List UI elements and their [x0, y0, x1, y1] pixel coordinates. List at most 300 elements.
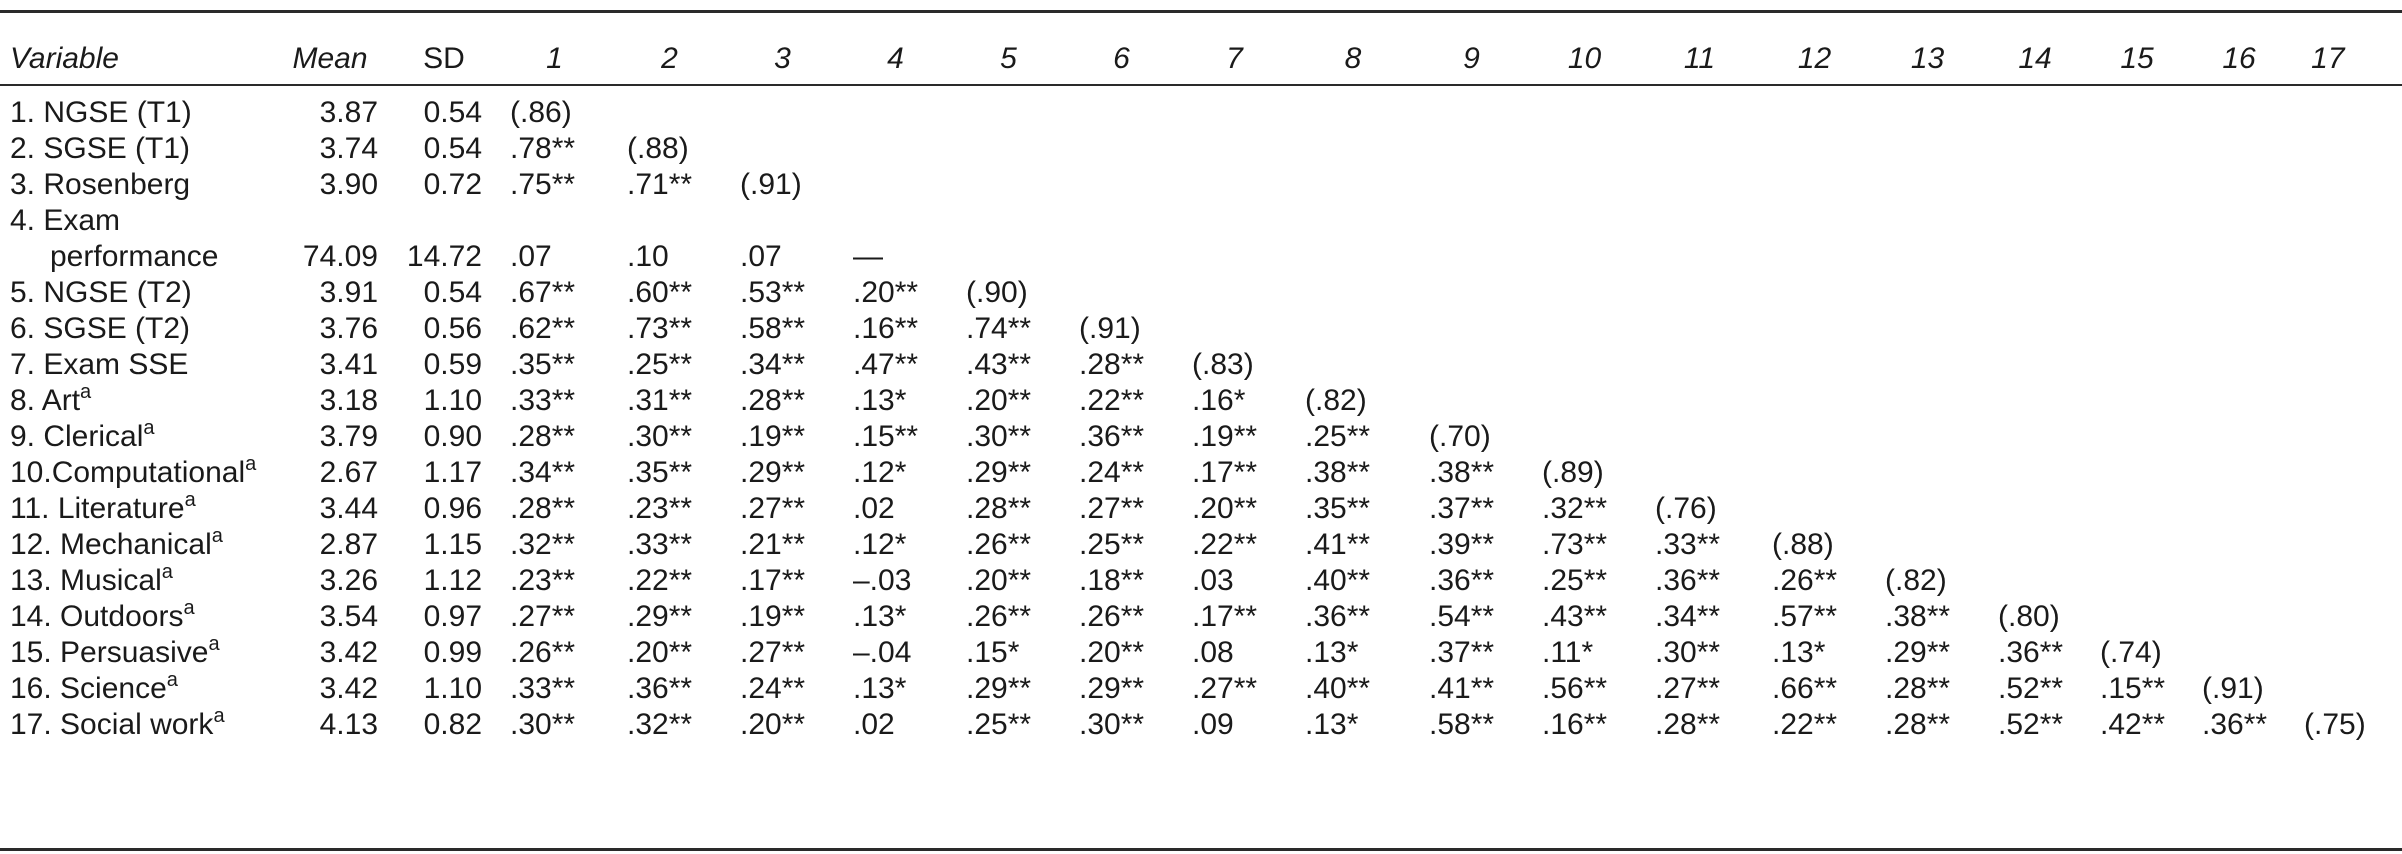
- correlation-cell: .30**: [510, 708, 576, 741]
- correlation-cell: .17**: [1192, 600, 1258, 633]
- correlation-cell: .11*: [1542, 636, 1594, 669]
- row-variable-label: [10, 563, 268, 599]
- table-row: [10, 131, 2366, 167]
- variable-name: 13. Musical: [10, 564, 162, 597]
- empty-cell: [2290, 203, 2366, 239]
- empty-cell: [2290, 383, 2366, 419]
- empty-cell: [1984, 419, 2086, 455]
- correlation-cell: .23**: [510, 564, 576, 597]
- empty-cell: [2086, 203, 2188, 239]
- empty-cell: [839, 131, 952, 167]
- header-col-2: 2: [661, 42, 678, 75]
- correlation-cell: (.75): [2304, 708, 2366, 741]
- header-col-17: 17: [2311, 42, 2345, 75]
- empty-cell: [2188, 383, 2290, 419]
- correlation-cell: .26**: [966, 600, 1032, 633]
- empty-cell: [1871, 347, 1984, 383]
- empty-cell: [1415, 275, 1528, 311]
- correlation-cell: .28**: [1885, 708, 1951, 741]
- empty-cell: [1641, 167, 1758, 203]
- empty-cell: [1641, 239, 1758, 275]
- empty-cell: [2290, 635, 2366, 671]
- empty-cell: [726, 77, 839, 131]
- correlation-cell: .33**: [510, 384, 576, 417]
- correlation-cell: .38**: [1305, 456, 1371, 489]
- table-row: [10, 383, 2366, 419]
- sd-value: 1.10: [423, 384, 482, 417]
- correlation-cell: .74**: [966, 312, 1032, 345]
- correlation-cell: .35**: [1305, 492, 1371, 525]
- empty-cell: [2086, 311, 2188, 347]
- empty-cell: [2188, 599, 2290, 635]
- table-row: [10, 347, 2366, 383]
- empty-cell: [2086, 131, 2188, 167]
- correlation-cell: .28**: [510, 492, 576, 525]
- correlation-cell: .27**: [510, 600, 576, 633]
- empty-cell: [2188, 275, 2290, 311]
- header-row: [10, 17, 2366, 77]
- correlation-cell: .25**: [1079, 528, 1145, 561]
- correlation-cell: .18**: [1079, 564, 1145, 597]
- correlation-cell: .32**: [510, 528, 576, 561]
- correlation-cell: .02: [853, 708, 895, 741]
- correlation-cell: .28**: [740, 384, 806, 417]
- empty-cell: [952, 131, 1065, 167]
- mean-value: 3.42: [319, 672, 378, 705]
- correlation-cell: .20**: [853, 276, 919, 309]
- empty-cell: [1641, 131, 1758, 167]
- empty-cell: [613, 203, 726, 239]
- correlation-cell: (.88): [627, 132, 689, 165]
- correlation-cell: (.82): [1885, 564, 1947, 597]
- correlation-cell: .12*: [853, 456, 907, 489]
- mean-value: 3.54: [319, 600, 378, 633]
- empty-cell: [1415, 77, 1528, 131]
- empty-cell: [1984, 491, 2086, 527]
- empty-cell: [496, 203, 613, 239]
- correlation-cell: .33**: [1655, 528, 1721, 561]
- empty-cell: [1528, 167, 1641, 203]
- empty-cell: [839, 77, 952, 131]
- empty-cell: [2188, 311, 2290, 347]
- empty-cell: [1415, 167, 1528, 203]
- table-row: [10, 527, 2366, 563]
- correlation-cell: .13*: [1305, 636, 1359, 669]
- correlation-cell: .27**: [1655, 672, 1721, 705]
- correlation-cell: .28**: [1655, 708, 1721, 741]
- correlation-cell: .31**: [627, 384, 693, 417]
- empty-cell: [1415, 383, 1528, 419]
- row-variable-label-continued: performance: [50, 240, 219, 273]
- mean-value: 2.87: [319, 528, 378, 561]
- header-col-16: 16: [2222, 42, 2256, 75]
- empty-cell: [1528, 347, 1641, 383]
- correlation-cell: (.70): [1429, 420, 1491, 453]
- row-variable-label: [10, 203, 268, 239]
- empty-cell: [726, 203, 839, 239]
- correlation-cell: (.88): [1772, 528, 1834, 561]
- empty-cell: [2086, 347, 2188, 383]
- empty-cell: [1065, 203, 1178, 239]
- row-variable-label: [10, 455, 268, 491]
- empty-cell: [1984, 239, 2086, 275]
- table-row: [10, 707, 2366, 743]
- header-col-13: 13: [1910, 42, 1945, 75]
- empty-cell: [2086, 419, 2188, 455]
- variable-name: 6. SGSE (T2): [10, 312, 191, 345]
- correlation-cell: .29**: [966, 672, 1032, 705]
- variable-name: 9. Clerical: [10, 420, 144, 453]
- empty-cell: [1178, 275, 1291, 311]
- correlation-cell: .32**: [627, 708, 693, 741]
- correlation-cell: .43**: [1542, 600, 1608, 633]
- variable-name: 3. Rosenberg: [10, 168, 191, 201]
- empty-cell: [2290, 599, 2366, 635]
- empty-cell: [952, 203, 1065, 239]
- empty-cell: [1871, 275, 1984, 311]
- header-sd: SD: [423, 42, 465, 75]
- correlation-cell: .28**: [966, 492, 1032, 525]
- empty-cell: [1984, 77, 2086, 131]
- mean-value: 74.09: [302, 240, 378, 273]
- mean-value: 3.87: [319, 96, 378, 129]
- correlation-cell: .25**: [627, 348, 693, 381]
- correlation-cell: .22**: [1772, 708, 1838, 741]
- empty-cell: [839, 203, 952, 239]
- sd-value: 0.99: [423, 636, 482, 669]
- empty-cell: [1758, 383, 1871, 419]
- correlation-cell: .12*: [853, 528, 907, 561]
- variable-name: 8. Art: [10, 384, 81, 417]
- row-variable-label: [10, 527, 268, 563]
- correlation-cell: —: [853, 240, 883, 273]
- empty-cell: [392, 203, 496, 239]
- correlation-cell: .54**: [1429, 600, 1495, 633]
- header-col-12: 12: [1797, 42, 1832, 75]
- correlation-cell: .24**: [1079, 456, 1145, 489]
- correlation-cell: .58**: [740, 312, 806, 345]
- correlation-cell: .35**: [510, 348, 576, 381]
- empty-cell: [2290, 527, 2366, 563]
- row-variable-label: [10, 167, 268, 203]
- correlation-cell: .67**: [510, 276, 576, 309]
- empty-cell: [1641, 311, 1758, 347]
- correlation-cell: .26**: [1772, 564, 1838, 597]
- correlation-cell: .34**: [740, 348, 806, 381]
- correlation-cell: .09: [1192, 708, 1234, 741]
- correlation-cell: .37**: [1429, 636, 1495, 669]
- table-row: [10, 455, 2366, 491]
- correlation-cell: –.03: [853, 564, 912, 597]
- empty-cell: [1984, 275, 2086, 311]
- empty-cell: [1065, 77, 1178, 131]
- sd-value: 0.82: [423, 708, 482, 741]
- correlation-cell: .28**: [1885, 672, 1951, 705]
- empty-cell: [1178, 311, 1291, 347]
- mean-value: 2.67: [319, 456, 378, 489]
- table-top-rule: [0, 10, 2402, 13]
- correlation-cell: .16**: [1542, 708, 1608, 741]
- empty-cell: [1758, 347, 1871, 383]
- header-variable: Variable: [10, 42, 119, 75]
- correlation-cell: .25**: [1542, 564, 1608, 597]
- correlation-cell: .30**: [966, 420, 1032, 453]
- empty-cell: [1758, 275, 1871, 311]
- header-col-5: 5: [1000, 42, 1017, 75]
- correlation-cell: .35**: [627, 456, 693, 489]
- correlation-cell: .22**: [1079, 384, 1145, 417]
- empty-cell: [613, 77, 726, 131]
- correlation-cell: .26**: [966, 528, 1032, 561]
- correlation-cell: .02: [853, 492, 895, 525]
- empty-cell: [1528, 383, 1641, 419]
- table-bottom-rule: [0, 848, 2402, 851]
- correlation-cell: .22**: [1192, 528, 1258, 561]
- row-variable-label: [10, 77, 268, 131]
- empty-cell: [1065, 275, 1178, 311]
- sd-value: 1.10: [423, 672, 482, 705]
- empty-cell: [1415, 239, 1528, 275]
- empty-cell: [1871, 167, 1984, 203]
- correlation-cell: (.91): [740, 168, 802, 201]
- empty-cell: [1984, 347, 2086, 383]
- correlation-cell: .26**: [510, 636, 576, 669]
- correlation-cell: .07: [510, 240, 552, 273]
- correlation-cell: .53**: [740, 276, 806, 309]
- correlation-cell: –.04: [853, 636, 912, 669]
- empty-cell: [2086, 77, 2188, 131]
- empty-cell: [2086, 455, 2188, 491]
- empty-cell: [2290, 455, 2366, 491]
- correlation-cell: .25**: [1305, 420, 1371, 453]
- empty-cell: [2290, 311, 2366, 347]
- correlation-cell: .47**: [853, 348, 919, 381]
- variable-name: 7. Exam SSE: [10, 348, 189, 381]
- empty-cell: [2188, 347, 2290, 383]
- empty-cell: [1871, 77, 1984, 131]
- correlation-cell: .57**: [1772, 600, 1838, 633]
- correlation-cell: .36**: [627, 672, 693, 705]
- mean-value: 3.41: [319, 348, 378, 381]
- header-col-3: 3: [774, 42, 791, 75]
- sd-value: 1.12: [423, 564, 482, 597]
- correlation-cell: .28**: [1079, 348, 1145, 381]
- empty-cell: [1871, 131, 1984, 167]
- footnote-marker: a: [183, 597, 195, 619]
- correlation-table: [10, 17, 2366, 743]
- correlation-cell: .13*: [853, 384, 907, 417]
- table-body: [10, 77, 2366, 743]
- sd-value: 1.15: [423, 528, 482, 561]
- empty-cell: [1984, 563, 2086, 599]
- correlation-cell: .15**: [2100, 672, 2166, 705]
- empty-cell: [1065, 167, 1178, 203]
- table-row: [10, 491, 2366, 527]
- correlation-cell: .41**: [1305, 528, 1371, 561]
- correlation-cell: .36**: [1655, 564, 1721, 597]
- correlation-cell: .22**: [627, 564, 693, 597]
- empty-cell: [2086, 563, 2188, 599]
- correlation-cell: (.74): [2100, 636, 2162, 669]
- sd-value: 0.97: [423, 600, 482, 633]
- row-variable-label: [10, 347, 268, 383]
- correlation-cell: .32**: [1542, 492, 1608, 525]
- empty-cell: [1528, 419, 1641, 455]
- correlation-cell: .27**: [740, 492, 806, 525]
- header-col-1: 1: [546, 42, 563, 75]
- correlation-cell: .29**: [627, 600, 693, 633]
- table-row: [10, 563, 2366, 599]
- table-row: [10, 599, 2366, 635]
- empty-cell: [2290, 77, 2366, 131]
- correlation-cell: .36**: [1429, 564, 1495, 597]
- correlation-cell: .33**: [627, 528, 693, 561]
- empty-cell: [2290, 419, 2366, 455]
- correlation-cell: .25**: [966, 708, 1032, 741]
- correlation-cell: .20**: [966, 384, 1032, 417]
- empty-cell: [1758, 239, 1871, 275]
- empty-cell: [2290, 239, 2366, 275]
- header-mean: Mean: [292, 42, 368, 75]
- empty-cell: [2188, 635, 2290, 671]
- correlation-cell: .20**: [627, 636, 693, 669]
- correlation-cell: .40**: [1305, 564, 1371, 597]
- correlation-cell: (.86): [510, 96, 572, 129]
- sd-value: 1.17: [423, 456, 482, 489]
- sd-value: 0.96: [423, 492, 482, 525]
- correlation-cell: .42**: [2100, 708, 2166, 741]
- table-row: [10, 167, 2366, 203]
- correlation-cell: .60**: [627, 276, 693, 309]
- empty-cell: [2290, 131, 2366, 167]
- table-row: [10, 203, 2366, 239]
- mean-value: 3.44: [319, 492, 378, 525]
- variable-name: 14. Outdoors: [10, 600, 184, 633]
- empty-cell: [1758, 419, 1871, 455]
- empty-cell: [1871, 311, 1984, 347]
- empty-cell: [2188, 203, 2290, 239]
- correlation-cell: .43**: [966, 348, 1032, 381]
- empty-cell: [268, 203, 392, 239]
- correlation-cell: .30**: [1079, 708, 1145, 741]
- header-col-4: 4: [887, 42, 904, 75]
- empty-cell: [2290, 671, 2366, 707]
- empty-cell: [1758, 131, 1871, 167]
- empty-cell: [2188, 455, 2290, 491]
- correlation-cell: .17**: [740, 564, 806, 597]
- table-row: [10, 635, 2366, 671]
- variable-name: 10.Computational: [10, 456, 246, 489]
- mean-value: 3.26: [319, 564, 378, 597]
- empty-cell: [1415, 203, 1528, 239]
- footnote-marker: a: [211, 525, 223, 547]
- sd-value: 0.56: [423, 312, 482, 345]
- empty-cell: [1291, 131, 1415, 167]
- row-variable-label: [10, 491, 268, 527]
- empty-cell: [726, 131, 839, 167]
- correlation-cell: .29**: [1885, 636, 1951, 669]
- correlation-cell: .13*: [853, 600, 907, 633]
- correlation-cell: (.80): [1998, 600, 2060, 633]
- table-row: [10, 419, 2366, 455]
- correlation-cell: .30**: [1655, 636, 1721, 669]
- header-col-9: 9: [1463, 42, 1480, 75]
- correlation-cell: .34**: [1655, 600, 1721, 633]
- empty-cell: [2188, 419, 2290, 455]
- empty-cell: [839, 167, 952, 203]
- correlation-cell: .34**: [510, 456, 576, 489]
- empty-cell: [1984, 455, 2086, 491]
- correlation-cell: .13*: [1305, 708, 1359, 741]
- empty-cell: [1291, 167, 1415, 203]
- row-variable-label: [10, 671, 268, 707]
- correlation-cell: .52**: [1998, 708, 2064, 741]
- correlation-cell: .27**: [740, 636, 806, 669]
- mean-value: 3.42: [319, 636, 378, 669]
- correlation-cell: .73**: [627, 312, 693, 345]
- correlation-cell: .36**: [1305, 600, 1371, 633]
- empty-cell: [1291, 239, 1415, 275]
- empty-cell: [1178, 131, 1291, 167]
- empty-cell: [1871, 455, 1984, 491]
- correlation-cell: .73**: [1542, 528, 1608, 561]
- empty-cell: [2188, 77, 2290, 131]
- empty-cell: [952, 77, 1065, 131]
- empty-cell: [1178, 167, 1291, 203]
- empty-cell: [2188, 131, 2290, 167]
- correlation-cell: .29**: [966, 456, 1032, 489]
- empty-cell: [2086, 527, 2188, 563]
- footnote-marker: a: [161, 561, 173, 583]
- empty-cell: [1758, 311, 1871, 347]
- correlation-cell: .58**: [1429, 708, 1495, 741]
- empty-cell: [2188, 563, 2290, 599]
- empty-cell: [1984, 383, 2086, 419]
- table-row: [10, 671, 2366, 707]
- header-col-8: 8: [1344, 42, 1362, 75]
- empty-cell: [1178, 239, 1291, 275]
- sd-value: 0.90: [423, 420, 482, 453]
- footnote-marker: a: [80, 381, 92, 403]
- correlation-cell: .38**: [1429, 456, 1495, 489]
- correlation-cell: .62**: [510, 312, 576, 345]
- empty-cell: [2290, 275, 2366, 311]
- row-variable-label: [10, 131, 268, 167]
- empty-cell: [1641, 275, 1758, 311]
- correlation-cell: .29**: [1079, 672, 1145, 705]
- empty-cell: [1528, 239, 1641, 275]
- empty-cell: [2188, 239, 2290, 275]
- empty-cell: [1415, 347, 1528, 383]
- correlation-cell: .21**: [740, 528, 806, 561]
- correlation-cell: .28**: [510, 420, 576, 453]
- correlation-cell: .36**: [1079, 420, 1145, 453]
- correlation-cell: .66**: [1772, 672, 1838, 705]
- sd-value: 14.72: [406, 240, 482, 273]
- empty-cell: [1984, 131, 2086, 167]
- correlation-cell: .38**: [1885, 600, 1951, 633]
- correlation-cell: .26**: [1079, 600, 1145, 633]
- empty-cell: [1641, 347, 1758, 383]
- correlation-cell: (.89): [1542, 456, 1604, 489]
- variable-name: 15. Persuasive: [10, 636, 209, 669]
- header-col-11: 11: [1683, 42, 1716, 75]
- table-row: [10, 77, 2366, 131]
- empty-cell: [1178, 203, 1291, 239]
- sd-value: 0.54: [423, 96, 482, 129]
- correlation-cell: .20**: [740, 708, 806, 741]
- correlation-cell: .27**: [1079, 492, 1145, 525]
